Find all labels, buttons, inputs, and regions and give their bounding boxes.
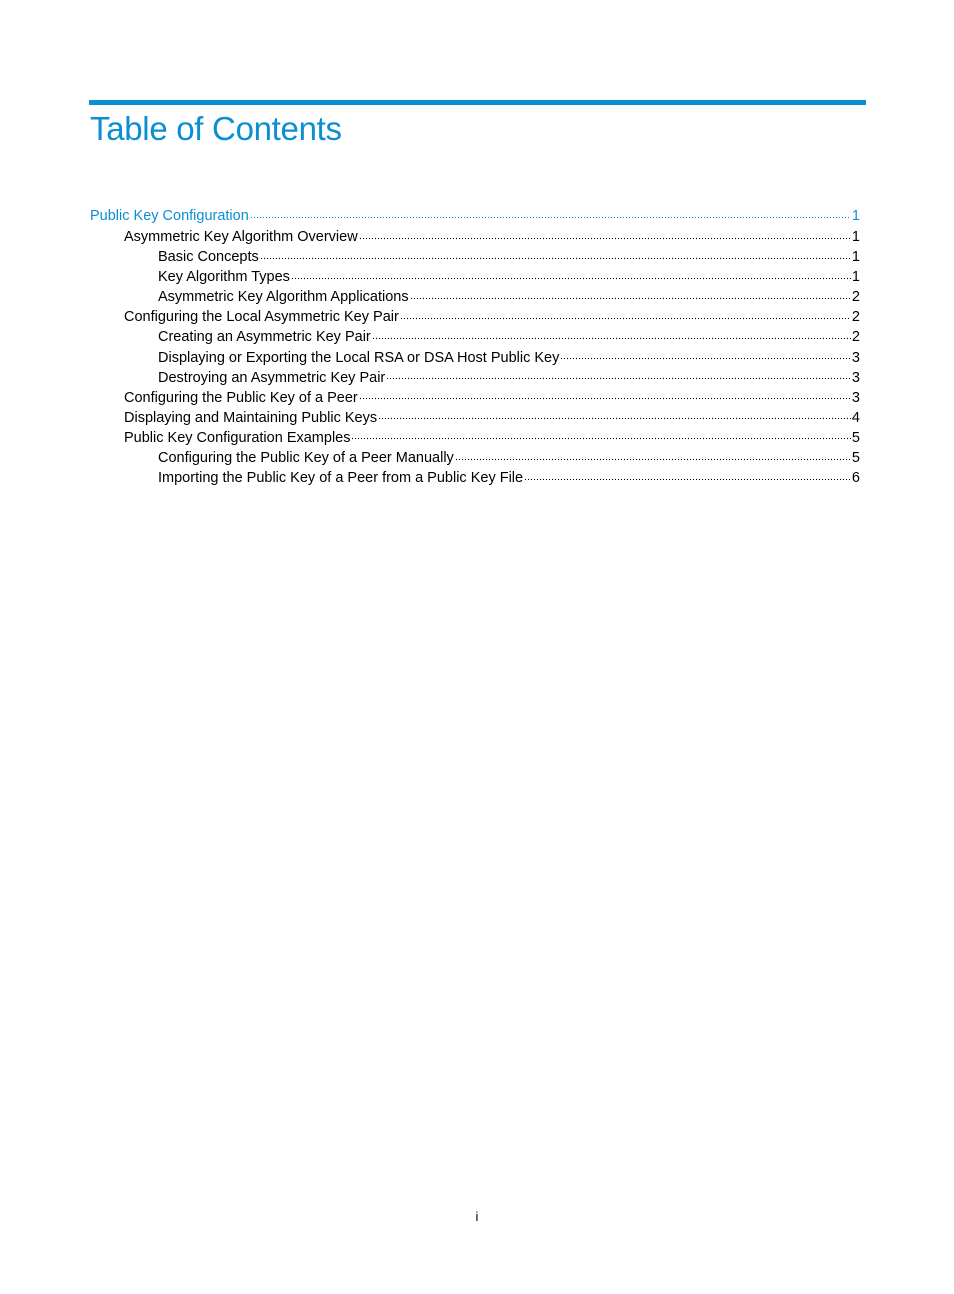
table-of-contents bbox=[90, 206, 860, 488]
toc-entry[interactable] bbox=[90, 287, 860, 307]
dot-leader bbox=[359, 397, 851, 401]
toc-entry-page: 2 bbox=[851, 289, 860, 306]
toc-entry-page: 4 bbox=[851, 409, 860, 426]
title-rule bbox=[89, 100, 866, 105]
dot-leader bbox=[560, 357, 851, 361]
toc-entry-title: Basic Concepts bbox=[158, 249, 259, 266]
toc-entry-title: Destroying an Asymmetric Key Pair bbox=[158, 369, 386, 386]
toc-entry-title: Configuring the Public Key of a Peer Manually bbox=[158, 450, 454, 467]
toc-entry-title: Key Algorithm Types bbox=[158, 269, 290, 286]
toc-entry[interactable] bbox=[90, 468, 860, 488]
toc-entry[interactable] bbox=[90, 348, 860, 368]
toc-entry-page: 3 bbox=[851, 349, 860, 366]
dot-leader bbox=[250, 215, 851, 219]
page-number: i bbox=[475, 1209, 479, 1224]
toc-entry-title: Asymmetric Key Algorithm Applications bbox=[158, 289, 409, 306]
toc-entry-title: Public Key Configuration Examples bbox=[124, 429, 351, 446]
dot-leader bbox=[410, 296, 851, 300]
toc-entry-title: Displaying or Exporting the Local RSA or DSA Host Public Key bbox=[158, 349, 560, 366]
toc-entry-page: 6 bbox=[851, 470, 860, 487]
dot-leader bbox=[260, 256, 851, 260]
toc-entry-page: 3 bbox=[851, 389, 860, 406]
dot-leader bbox=[372, 336, 851, 340]
toc-entry-title: Creating an Asymmetric Key Pair bbox=[158, 329, 371, 346]
toc-entry-page: 1 bbox=[851, 249, 860, 266]
toc-entry[interactable] bbox=[90, 448, 860, 468]
toc-entry-title: Configuring the Local Asymmetric Key Pair bbox=[124, 309, 399, 326]
toc-entry-page: 2 bbox=[851, 309, 860, 326]
dot-leader bbox=[378, 417, 851, 421]
toc-entry-page: 2 bbox=[851, 329, 860, 346]
toc-entry-title: Asymmetric Key Algorithm Overview bbox=[124, 229, 358, 245]
toc-entry-title: Displaying and Maintaining Public Keys bbox=[124, 409, 378, 426]
toc-entry-page: 1 bbox=[851, 208, 860, 224]
dot-leader bbox=[386, 377, 851, 381]
toc-entry-page: 1 bbox=[851, 229, 860, 245]
dot-leader bbox=[291, 276, 851, 280]
toc-entry-title: Importing the Public Key of a Peer from a Public Key File bbox=[158, 470, 524, 487]
toc-entry-page: 5 bbox=[851, 450, 860, 467]
toc-entry-page: 3 bbox=[851, 369, 860, 386]
toc-entry-title: Configuring the Public Key of a Peer bbox=[124, 389, 358, 406]
toc-entry[interactable] bbox=[90, 206, 860, 227]
toc-entry-title: Public Key Configuration bbox=[90, 208, 249, 224]
toc-entry[interactable] bbox=[90, 368, 860, 388]
toc-entry[interactable] bbox=[90, 227, 860, 247]
dot-leader bbox=[351, 437, 850, 441]
toc-entry[interactable] bbox=[90, 307, 860, 327]
page-title: Table of Contents bbox=[90, 110, 342, 147]
dot-leader bbox=[455, 457, 851, 461]
toc-entry-page: 1 bbox=[851, 269, 860, 286]
dot-leader bbox=[400, 316, 851, 320]
toc-entry[interactable] bbox=[90, 408, 860, 428]
toc-entry[interactable] bbox=[90, 247, 860, 267]
dot-leader bbox=[524, 477, 851, 481]
toc-entry[interactable] bbox=[90, 267, 860, 287]
toc-entry[interactable] bbox=[90, 388, 860, 408]
dot-leader bbox=[359, 236, 851, 240]
toc-entry[interactable] bbox=[90, 327, 860, 347]
toc-entry-page: 5 bbox=[851, 429, 860, 446]
toc-entry[interactable] bbox=[90, 428, 860, 448]
